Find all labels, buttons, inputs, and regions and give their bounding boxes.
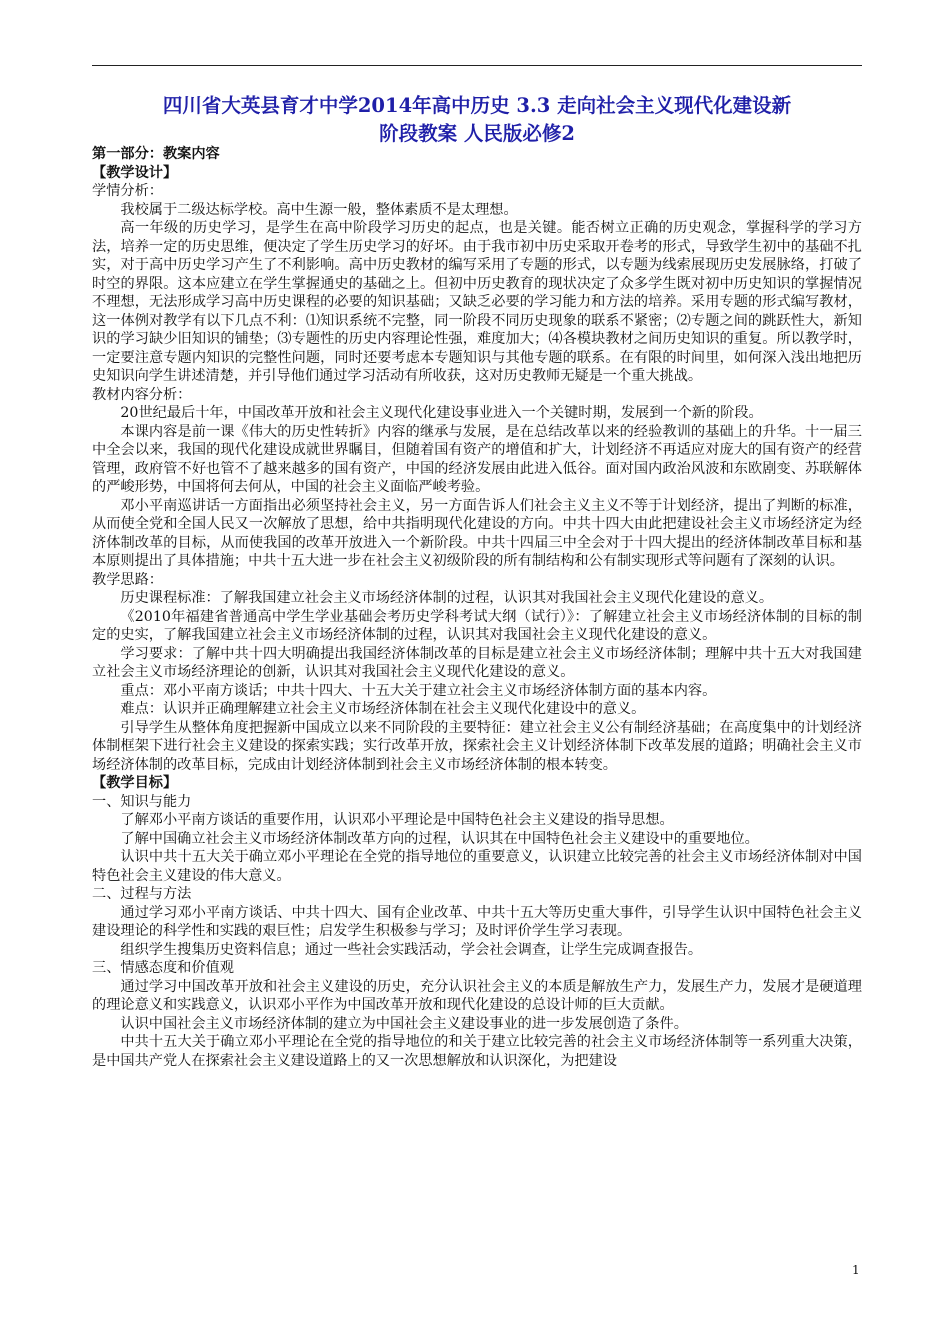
title-line-2: 阶段教案 人民版必修2 — [379, 122, 575, 145]
paragraph: 教学思路： — [92, 571, 163, 588]
paragraph: 我校属于二级达标学校。高中生源一般，整体素质不是太理想。 — [120, 201, 518, 218]
paragraph: 本课内容是前一课《伟大的历史性转折》内容的继承与发展，是在总结改革以来的经验教训的基础上的升华。十一届三中全会以来，我国的现代化建设成就世界瞩目，但随着国有资产的增值和扩大，计划经济不再适应对庞大的国有资产的经营管理，政府管不好也管不了越来越多的国有资产，中国的经济发展由此进入低谷。面对国内政治风波和东欧剧变、苏联解体的严峻形势，中国将何去何从，中国的社会主义面临严峻考验。 — [92, 423, 862, 495]
paragraph: 难点：认识并正确理解建立社会主义市场经济体制在社会主义现代化建设中的意义。 — [120, 701, 646, 717]
paragraph: 【教学设计】 — [92, 164, 178, 181]
header-rule — [92, 65, 862, 66]
page-number: 1 — [852, 1263, 860, 1277]
paragraph: 中共十五大关于确立邓小平理论在全党的指导地位的和关于建立比较完善的社会主义市场经济体制等一系列重大决策，是中国共产党人在探索社会主义建设道路上的又一次思想解放和认识深化，为把建设 — [92, 1034, 862, 1069]
paragraph: 学情分析： — [92, 183, 163, 199]
paragraph: 认识中共十五大关于确立邓小平理论在全党的指导地位的重要意义，认识建立比较完善的社会主义市场经济体制对中国特色社会主义建设的伟大意义。 — [92, 849, 862, 884]
paragraph: 三、情感态度和价值观 — [92, 960, 234, 976]
title-line-1: 四川省大英县育才中学2014年高中历史 3.3 走向社会主义现代化建设新 — [162, 94, 792, 117]
paragraph: 20世纪最后十年，中国改革开放和社会主义现代化建设事业进入一个关键时期，发展到一个新的阶段。 — [120, 405, 763, 421]
paragraph: 教材内容分析： — [92, 386, 192, 403]
paragraph: 《2010年福建省普通高中学生学业基础会考历史学科考试大纲（试行）》：了解建立社会主义市场经济体制的目标的制定的史实，了解我国建立社会主义市场经济体制的过程，认识其对我国社会主义现代化建设的意义。 — [92, 608, 862, 643]
paragraph: 历史课程标准：了解我国建立社会主义市场经济体制的过程，认识其对我国社会主义现代化建设的意义。 — [120, 590, 774, 606]
paragraph: 通过学习中国改革开放和社会主义建设的历史，充分认识社会主义的本质是解放生产力，发展生产力，发展才是硬道理的理论意义和实践意义，认识邓小平作为中国改革开放和现代化建设的总设计师的巨大贡献。 — [92, 978, 862, 1013]
paragraph: 重点：邓小平南方谈话；中共十四大、十五大关于建立社会主义市场经济体制方面的基本内容。 — [120, 682, 717, 699]
paragraph: 学习要求：了解中共十四大明确提出我国经济体制改革的目标是建立社会主义市场经济体制；理解中共十五大对我国建立社会主义市场经济理论的创新，认识其对我国社会主义现代化建设的意义。 — [92, 645, 862, 680]
paragraph: 认识中国社会主义市场经济体制的建立为中国社会主义建设事业的进一步发展创造了条件。 — [120, 1015, 688, 1032]
paragraph: 一、知识与能力 — [92, 793, 192, 810]
paragraph: 【教学目标】 — [92, 775, 178, 791]
paragraph: 二、过程与方法 — [92, 886, 192, 902]
paragraph: 了解邓小平南方谈话的重要作用，认识邓小平理论是中国特色社会主义建设的指导思想。 — [120, 812, 674, 828]
paragraph: 高一年级的历史学习，是学生在高中阶段学习历史的起点，也是关键。能否树立正确的历史观念，掌握科学的学习方法，培养一定的历史思维，便决定了学生历史学习的好坏。由于我市初中历史采取开卷考的形式，导致学生初中的基础不扎实，对于高中历史学习产生了不利影响。高中历史教材的编写采用了专题的形式，以专题为线索展现历史发展脉络，打破了时空的界限。这本应建立在学生掌握通史的基础之上。但初中历史教育的现状决定了众多学生既对初中历史知识的掌握情况不理想，无法形成学习高中历史课程的必要的知识基础；又缺乏必要的学习能力和方法的培养。采用专题的形式编写教材，这一体例对教学有以下几点不利：⑴知识系统不完整，同一阶段不同历史现象的联系不紧密；⑵专题之间的跳跃性大，新知识的学习缺少旧知识的铺垫；⑶专题性的历史内容理论性强，难度加大；⑷各模块教材之间历史知识的重复。所以教学时，一定要注意专题内知识的完整性问题，同时还要考虑本专题知识与其他专题的联系。在有限的时间里，如何深入浅出地把历史知识向学生讲述清楚，并引导他们通过学习活动有所收获，这对历史教师无疑是一个重大挑战。 — [92, 220, 862, 384]
paragraph: 邓小平南巡讲话一方面指出必须坚持社会主义，另一方面告诉人们社会主义主义不等于计划经济，提出了判断的标准，从而使全党和全国人民又一次解放了思想，给中共指明现代化建设的方向。中共十四大由此把建设社会主义市场经济定为经济体制改革的目标，从而使我国的改革开放进入一个新阶段。中共十四届三中全会对于十四大提出的经济体制改革目标和基本原则提出了具体措施；中共十五大进一步在社会主义初级阶段的所有制结构和公有制实现形式等问题有了深刻的认识。 — [92, 497, 862, 569]
document-title — [92, 92, 862, 148]
document-body — [92, 145, 862, 1070]
paragraph: 第一部分：教案内容 — [92, 146, 220, 162]
paragraph: 通过学习邓小平南方谈话、中共十四大、国有企业改革、中共十五大等历史重大事件，引导学生认识中国特色社会主义建设理论的科学性和实践的艰巨性；启发学生积极参与学习；及时评价学生学习表现。 — [92, 904, 862, 939]
paragraph: 引导学生从整体角度把握新中国成立以来不同阶段的主要特征：建立社会主义公有制经济基础；在高度集中的计划经济体制框架下进行社会主义建设的探索实践；实行改革开放，探索社会主义计划经济体制下改革发展的道路；明确社会主义市场经济体制的改革目标，完成由计划经济体制到社会主义市场经济体制的根本转变。 — [92, 719, 862, 773]
paragraph: 了解中国确立社会主义市场经济体制改革方向的过程，认识其在中国特色社会主义建设中的重要地位。 — [120, 830, 759, 847]
paragraph: 组织学生搜集历史资料信息；通过一些社会实践活动，学会社会调查，让学生完成调查报告。 — [120, 941, 703, 958]
